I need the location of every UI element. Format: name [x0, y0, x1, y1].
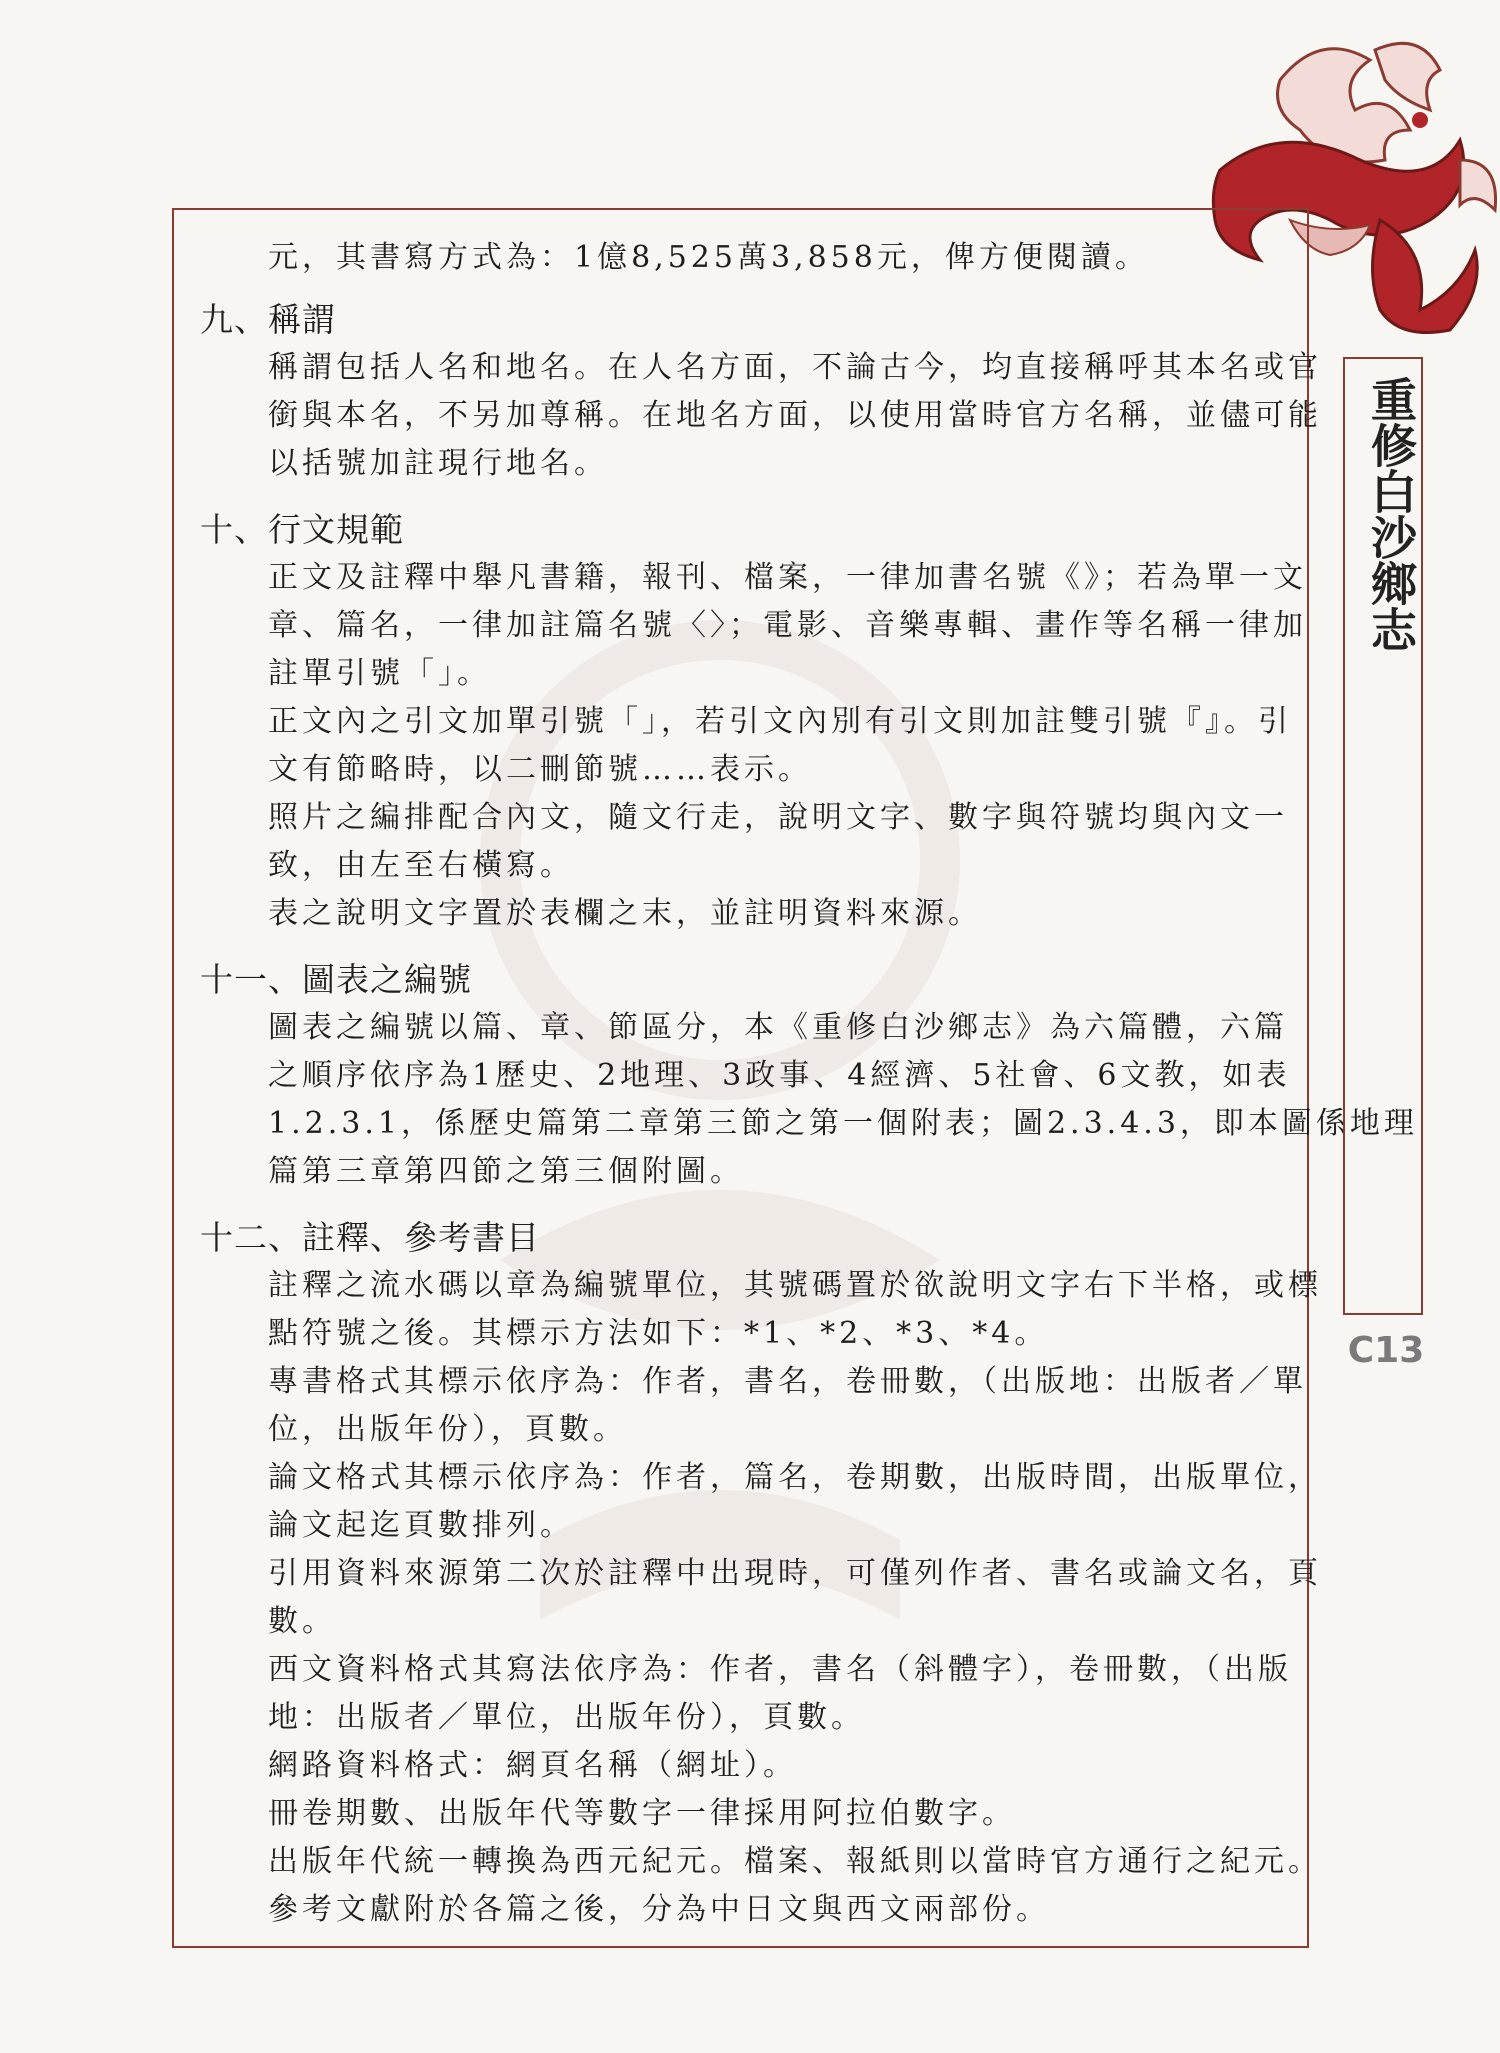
text-line: 正文及註釋中舉凡書籍，報刊、檔案，一律加書名號《》；若為單一文 — [268, 560, 1307, 595]
paragraph — [200, 698, 1295, 794]
section-heading: 十一、圖表之編號 — [200, 960, 472, 999]
text-line: 點符號之後。其標示方法如下：*1、*2、*3、*4。 — [268, 1316, 1049, 1351]
text-line: 參考文獻附於各篇之後，分為中日文與西文兩部份。 — [268, 1892, 1050, 1927]
text-line: 之順序依序為1歷史、2地理、3政事、4經濟、5社會、6文教，如表 — [268, 1058, 1291, 1093]
sidebar-book-title: 重修白沙鄉志 — [1364, 376, 1418, 652]
text-line: 引用資料來源第二次於註釋中出現時，可僅列作者、書名或論文名，頁 — [268, 1556, 1322, 1591]
text-line: 1.2.3.1，係歷史篇第二章第三節之第一個附表；圖2.3.4.3，即本圖係地理 — [268, 1106, 1418, 1141]
section-heading: 十、行文規範 — [200, 510, 404, 549]
section-figure-numbering — [200, 956, 1418, 1196]
text-line: 篇第三章第四節之第三個附圖。 — [268, 1154, 744, 1189]
text-line: 出版年代統一轉換為西元紀元。檔案、報紙則以當時官方通行之紀元。 — [268, 1844, 1322, 1879]
text-line: 照片之編排配合內文，隨文行走，說明文字、數字與符號均與內文一 — [268, 800, 1288, 835]
paragraph — [200, 344, 1322, 488]
text-line: 文有節略時，以二刪節號……表示。 — [268, 752, 812, 787]
text-line: 地：出版者／單位，出版年份），頁數。 — [268, 1700, 865, 1735]
paragraph — [200, 1550, 1322, 1646]
text-line: 以括號加註現行地名。 — [268, 446, 608, 481]
section-titles — [200, 296, 1322, 488]
text-line: 表之說明文字置於表欄之末，並註明資料來源。 — [268, 896, 982, 931]
text-line: 冊卷期數、出版年代等數字一律採用阿拉伯數字。 — [268, 1796, 1016, 1831]
paragraph — [200, 1454, 1322, 1550]
text-line: 西文資料格式其寫法依序為：作者，書名（斜體字），卷冊數，（出版 — [268, 1652, 1292, 1687]
text-line: 註單引號「」。 — [268, 656, 491, 691]
paragraph — [200, 1790, 1295, 1838]
section-notes-references — [200, 1214, 1322, 1934]
paragraph — [200, 1886, 1295, 1934]
text-line: 正文內之引文加單引號「」，若引文內別有引文則加註雙引號『』。引 — [268, 704, 1292, 739]
section-writing-rules — [200, 506, 1307, 938]
paragraph — [200, 1646, 1295, 1742]
section-heading: 十二、註釋、參考書目 — [200, 1218, 540, 1257]
paragraph — [200, 1262, 1322, 1358]
text-line: 網路資料格式：網頁名稱（網址）。 — [268, 1748, 797, 1783]
text-line: 註釋之流水碼以章為編號單位，其號碼置於欲說明文字右下半格，或標 — [268, 1268, 1322, 1303]
text-line: 銜與本名，不另加尊稱。在地名方面，以使用當時官方名稱，並儘可能 — [268, 398, 1322, 433]
paragraph — [200, 1838, 1322, 1886]
section-heading: 九、稱謂 — [200, 300, 336, 339]
text-line: 致，由左至右橫寫。 — [268, 848, 574, 883]
text-line: 圖表之編號以篇、章、節區分，本《重修白沙鄉志》為六篇體，六篇 — [268, 1010, 1288, 1045]
text-line: 章、篇名，一律加註篇名號〈〉；電影、音樂專輯、畫作等名稱一律加 — [268, 608, 1307, 643]
text-line: 位，出版年份），頁數。 — [268, 1412, 627, 1447]
text-line: 論文格式其標示依序為：作者，篇名，卷期數，出版時間，出版單位， — [268, 1460, 1322, 1495]
text-line: 專書格式其標示依序為：作者，書名，卷冊數，（出版地：出版者／單 — [268, 1364, 1307, 1399]
text-line: 數。 — [268, 1604, 336, 1639]
paragraph — [200, 890, 1295, 938]
continuation-line: 元，其書寫方式為：1億8,525萬3,858元，俾方便閱讀。 — [268, 240, 1149, 275]
paragraph — [200, 1742, 1295, 1790]
page-number: C13 — [1347, 1330, 1425, 1371]
text-line: 稱謂包括人名和地名。在人名方面，不論古今，均直接稱呼其本名或官 — [268, 350, 1322, 385]
paragraph — [200, 1358, 1307, 1454]
text-line: 論文起迄頁數排列。 — [268, 1508, 574, 1543]
paragraph — [200, 554, 1307, 698]
paragraph — [200, 1004, 1418, 1196]
paragraph — [200, 794, 1295, 890]
